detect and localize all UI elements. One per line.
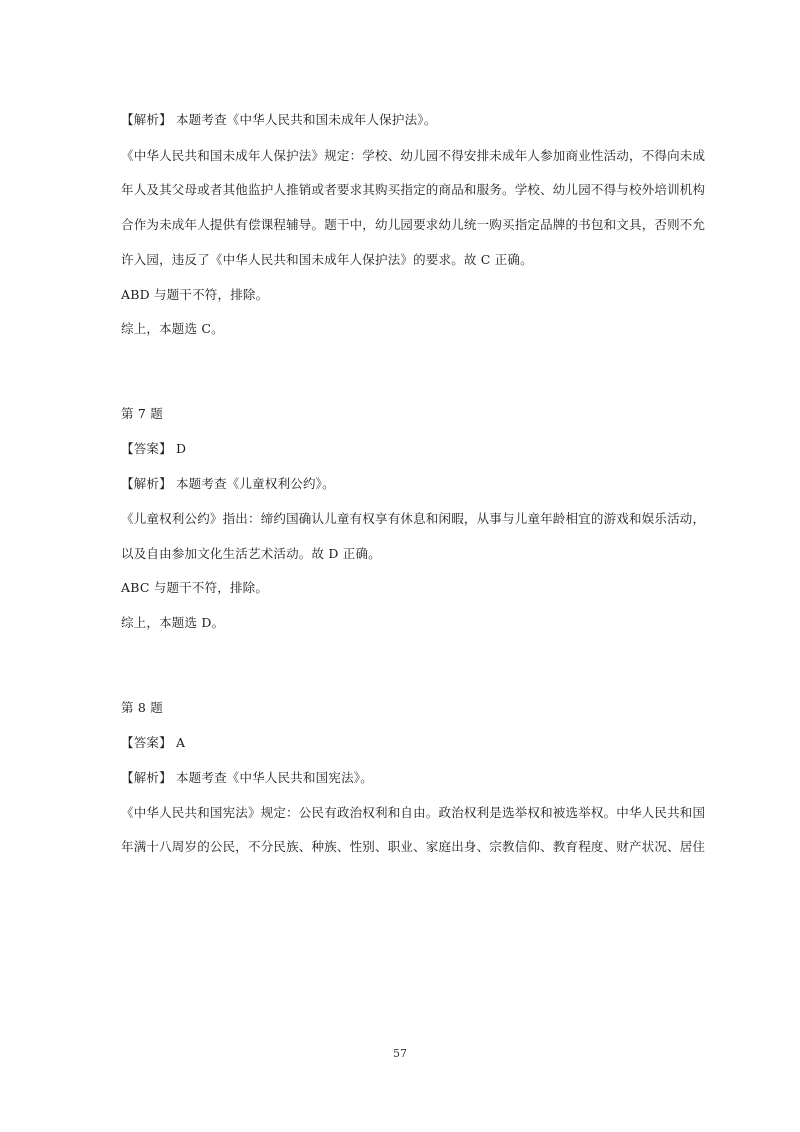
q8-paragraph-line-2: 年满十八周岁的公民，不分民族、种族、性别、职业、家庭出身、宗教信仰、教育程度、财产状况、居住 [121, 839, 706, 854]
q6-exclusion: ABD 与题干不符，排除。 [121, 287, 269, 302]
q7-conclusion: 综上，本题选 D。 [121, 615, 225, 630]
q6-paragraph-line-3: 合作为未成年人提供有偿课程辅导。题干中，幼儿园要求幼儿统一购买指定品牌的书包和文具，否则不允 [121, 217, 706, 232]
q8-paragraph-line-1: 《中华人民共和国宪法》规定：公民有政治权利和自由。政治权利是选举权和被选举权。中华人民共和国 [121, 805, 706, 820]
q6-paragraph-line-2: 年人及其父母或者其他监护人推销或者要求其购买指定的商品和服务。学校、幼儿园不得与校外培训机构 [121, 182, 706, 197]
q7-paragraph-line-1: 《儿童权利公约》指出：缔约国确认儿童有权享有休息和闲暇，从事与儿童年龄相宜的游戏和娱乐活动， [121, 511, 706, 526]
q7-answer: 【答案】 D [121, 441, 187, 456]
q8-analysis-heading: 【解析】 本题考查《中华人民共和国宪法》。 [121, 770, 373, 785]
q8-answer: 【答案】 A [121, 735, 186, 750]
page-number: 57 [393, 1047, 407, 1060]
q6-paragraph-line-4: 许入园，违反了《中华人民共和国未成年人保护法》的要求。故 C 正确。 [121, 252, 533, 267]
q6-conclusion: 综上，本题选 C。 [121, 321, 224, 336]
q6-analysis-heading: 【解析】 本题考查《中华人民共和国未成年人保护法》。 [121, 112, 437, 127]
q8-title: 第 8 题 [121, 700, 163, 715]
q7-analysis-heading: 【解析】 本题考查《儿童权利公约》。 [121, 476, 335, 491]
q6-paragraph-line-1: 《中华人民共和国未成年人保护法》规定：学校、幼儿园不得安排未成年人参加商业性活动，不得向未成 [121, 148, 706, 163]
q7-exclusion: ABC 与题干不符，排除。 [121, 580, 269, 595]
q7-title: 第 7 题 [121, 406, 163, 421]
q7-paragraph-line-2: 以及自由参加文化生活艺术活动。故 D 正确。 [121, 546, 381, 561]
